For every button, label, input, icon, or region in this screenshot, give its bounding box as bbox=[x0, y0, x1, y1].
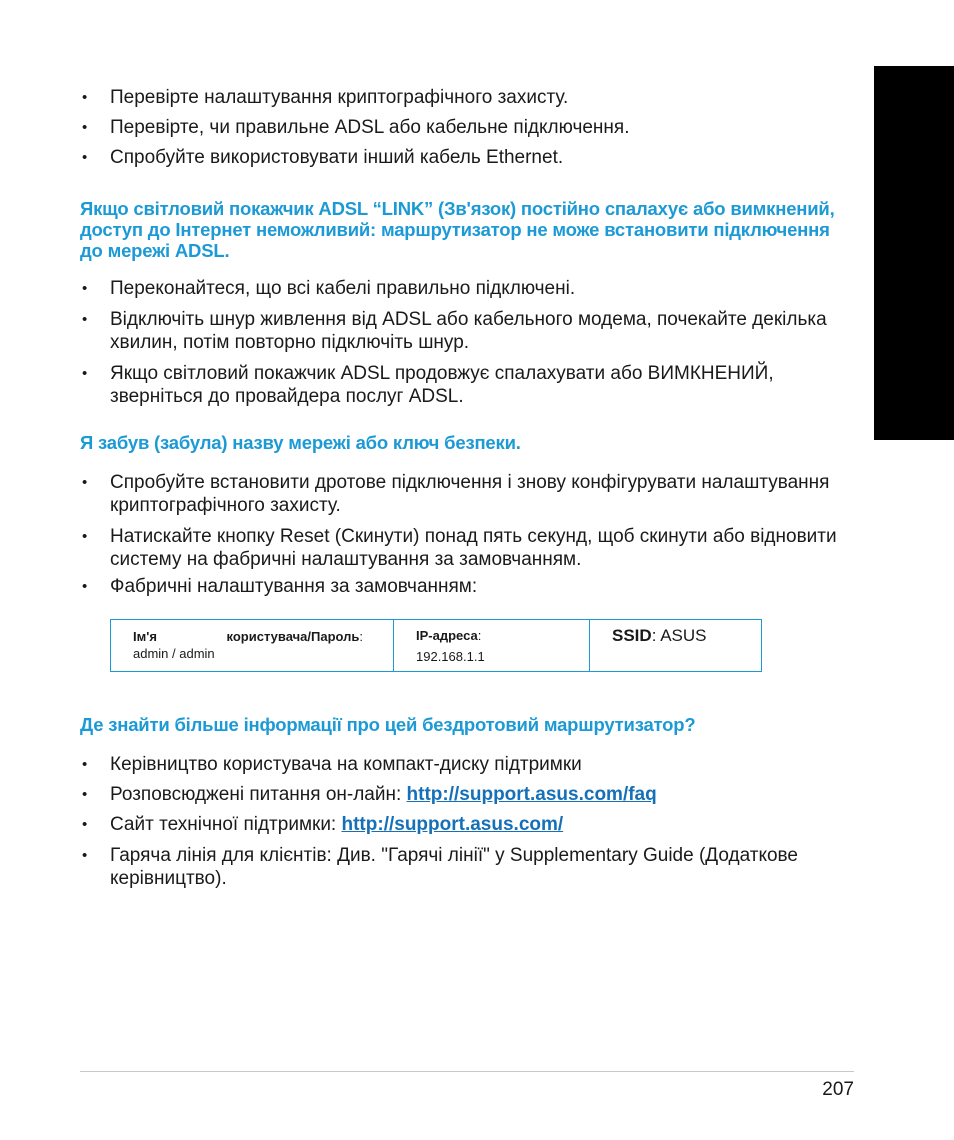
list-item: • Спробуйте встановити дротове підключення і знову конфігурувати налаштування криптографічного захисту. bbox=[80, 471, 850, 517]
faq-label: Розповсюджені питання он-лайн: bbox=[110, 784, 407, 805]
ip-label: IP-адреса bbox=[416, 628, 478, 643]
support-link[interactable]: http://support.asus.com/ bbox=[341, 814, 564, 835]
list-item: • Переконайтеся, що всі кабелі правильно підключені. bbox=[80, 277, 850, 300]
section-heading-forgot-key: Я забув (забула) назву мережі або ключ безпеки. bbox=[80, 432, 521, 453]
colon: : bbox=[359, 629, 363, 644]
username-value: admin / admin bbox=[133, 646, 215, 661]
support-label: Сайт технічної підтримки: bbox=[110, 814, 342, 835]
checklist-1 bbox=[80, 86, 850, 169]
username-password-cell bbox=[111, 620, 394, 671]
list-item: • Фабричні налаштування за замовчанням: bbox=[80, 575, 850, 598]
language-side-tab bbox=[874, 66, 954, 440]
faq-link[interactable]: http://support.asus.com/faq bbox=[406, 784, 657, 805]
list-item: • Перевірте, чи правильне ADSL або кабельне підключення. bbox=[80, 116, 850, 139]
checklist-3 bbox=[80, 471, 850, 598]
username-label-b: користувача/Пароль bbox=[226, 629, 360, 644]
list-item bbox=[80, 813, 850, 836]
colon: : bbox=[477, 628, 482, 643]
list-item: • Керівництво користувача на компакт-диску підтримки bbox=[80, 753, 850, 776]
list-item: • Відключіть шнур живлення від ADSL або кабельного модема, почекайте декілька хвилин, потім повторно підключіть шнур. bbox=[80, 308, 850, 354]
section-heading-more-info: Де знайти більше інформації про цей бездротовий маршрутизатор? bbox=[80, 714, 696, 735]
list-item: • Перевірте налаштування криптографічного захисту. bbox=[80, 86, 850, 109]
checklist-2 bbox=[80, 277, 850, 408]
ssid-label: SSID bbox=[612, 626, 652, 645]
section-heading-adsl-link: Якщо світловий покажчик ADSL “LINK” (Зв'язок) постійно спалахує або вимкнений, доступ до Інтернет неможливий: маршрутизатор не може встановити підключення до мережі ADSL. bbox=[80, 198, 835, 261]
footer-divider bbox=[80, 1071, 854, 1072]
list-item: • Якщо світловий покажчик ADSL продовжує спалахувати або ВИМКНЕНИЙ, зверніться до провайдера послуг ADSL. bbox=[80, 362, 850, 408]
username-label-a: Ім'я bbox=[133, 629, 157, 644]
ssid-cell bbox=[590, 620, 761, 671]
ssid-value: ASUS bbox=[660, 626, 707, 645]
list-item: • Гаряча лінія для клієнтів: Див. "Гарячі лінії" у Supplementary Guide (Додаткове керівництво). bbox=[80, 844, 850, 890]
list-item bbox=[80, 783, 850, 806]
colon: : bbox=[651, 626, 657, 645]
list-item: • Спробуйте використовувати інший кабель Ethernet. bbox=[80, 146, 850, 169]
page-number: 207 bbox=[822, 1079, 854, 1100]
list-item: • Натискайте кнопку Reset (Скинути) понад пять секунд, щоб скинути або відновити систему на фабричні налаштування за замовчанням. bbox=[80, 525, 850, 571]
ip-address-cell bbox=[394, 620, 590, 671]
ip-value: 192.168.1.1 bbox=[416, 649, 485, 664]
checklist-4 bbox=[80, 753, 850, 890]
factory-defaults-table bbox=[110, 619, 762, 672]
